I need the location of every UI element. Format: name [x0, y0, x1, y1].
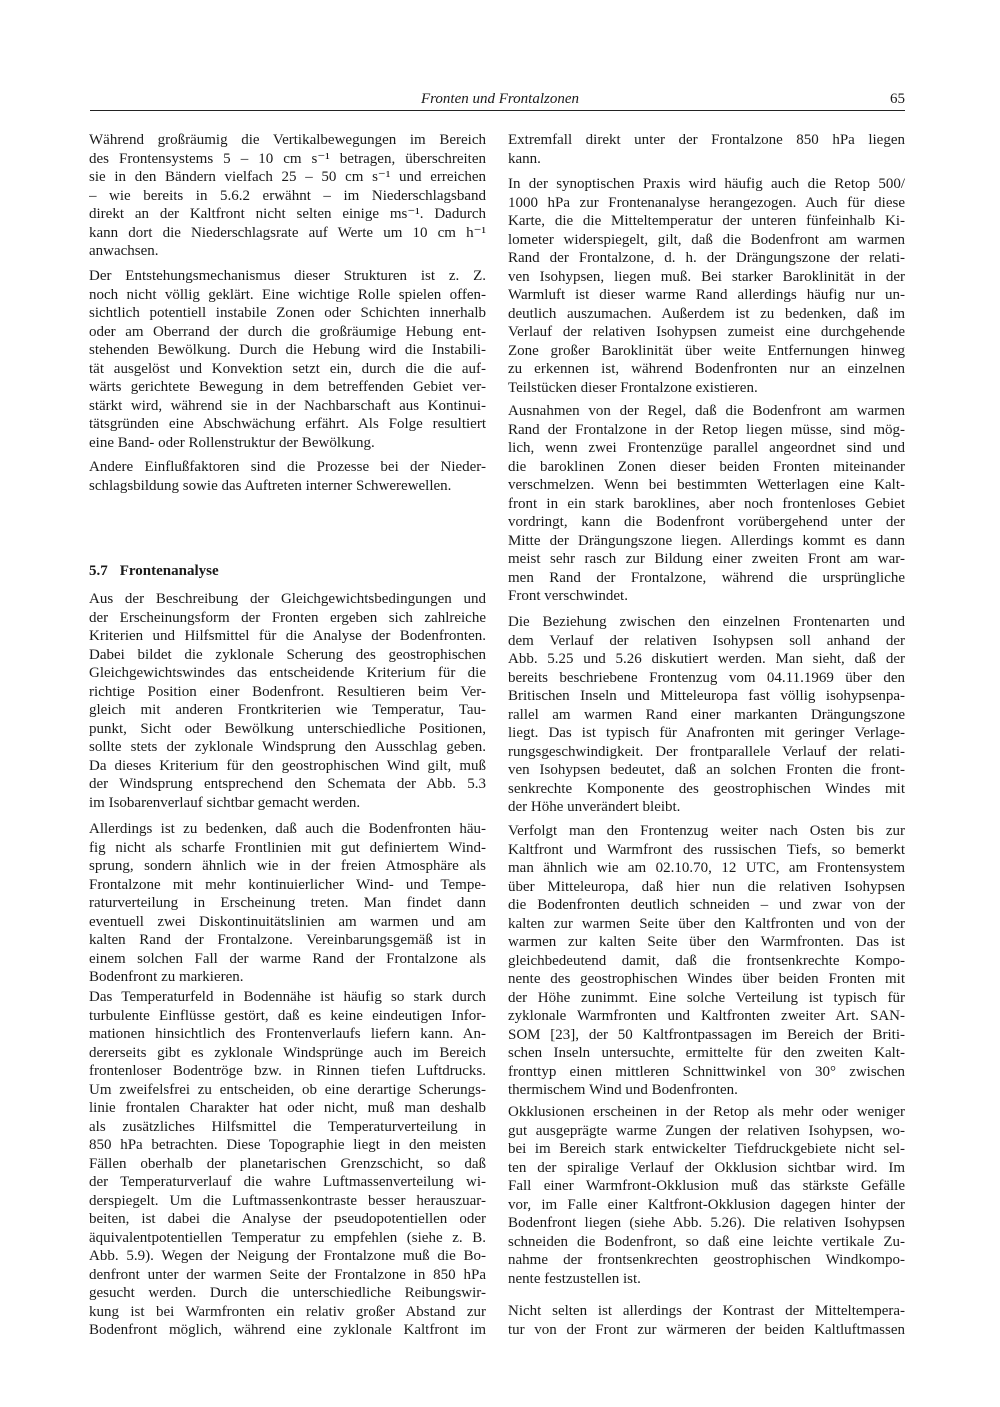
text-line: Fall einer Warmfront-Okklusion muß das stärkste Gefälle — [508, 1178, 905, 1194]
text-line: 1000 hPa zur Frontenanalyse herangezogen. Auch für diese — [508, 194, 905, 211]
text-line: beiten, ist dabei die Analyse der pseudopotentiellen oder — [89, 1211, 486, 1227]
paragraph — [89, 820, 486, 987]
text-line: Fällen oberhalb der planetarischen Grenzschicht, so daß — [89, 1155, 486, 1172]
text-line: Verfolgt man den Frontenzug weiter nach Osten bis zur — [508, 823, 905, 839]
text-line: zu erkennen ist, während Bodenfronten nur an einzelnen — [508, 361, 905, 377]
text-line: Britischen Inseln und Mitteleuropa fast völlig isohypsenpa- — [508, 688, 905, 704]
text-line: Bodenfront liegen (siehe Abb. 5.26). Die relativen Isohypsen — [508, 1215, 905, 1231]
text-line: man ähnlich wie am 02.10.70, 12 UTC, am Frontensystem — [508, 860, 905, 876]
text-line: kalten zur warmen Seite über den Kaltfronten und von der — [508, 915, 905, 932]
paragraph — [508, 402, 905, 606]
text-line: men Rand der Frontalzone, während die ursprüngliche — [508, 569, 905, 586]
paragraph — [89, 458, 486, 495]
text-line: derspiegelt. Um die Luftmassenkontraste besser herauszuar- — [89, 1192, 486, 1209]
paragraph — [89, 988, 486, 1340]
text-line: sprung, sondern ähnlich wie in der freien Atmosphäre als — [89, 858, 486, 874]
text-line: In der synoptischen Praxis wird häufig auch die Retop 500/ — [508, 176, 905, 192]
text-line: kann dort die Niederschlagsrate auf Werte um 10 cm h⁻¹ — [89, 224, 486, 241]
text-line: Okklusionen erscheinen in der Retop als mehr oder weniger — [508, 1104, 905, 1120]
text-line: die Bodenfronten deutlich schneiden – und zwar von der — [508, 897, 905, 913]
text-line: turbulente Einflüsse gestört, daß es keine eindeutigen Infor- — [89, 1007, 486, 1024]
text-line: Frontalzone mit mehr kontinuierlicher Wind- und Tempe- — [89, 876, 486, 893]
text-line: lich, wenn zwei Frontenzüge parallel angeordnet sind und — [508, 440, 905, 456]
text-line: nente festzustellen ist. — [508, 1270, 641, 1287]
text-line: der Windsprung entsprechend den Schemata der Abb. 5.3 — [89, 776, 486, 792]
text-line: meist sehr rasch zur Bildung einer zweiten Front am war- — [508, 551, 905, 567]
text-line: sie in den Bändern vielfach 25 – 50 cm s⁻¹ und erreichen — [89, 169, 486, 185]
text-line: frontenloser Bodentröge bzw. in Rinnen tiefen Luftdrucks. — [89, 1063, 486, 1079]
text-line: Allerdings ist zu bedenken, daß auch die Bodenfronten häu- — [89, 821, 486, 837]
paragraph — [508, 131, 905, 168]
text-line: Nicht selten ist allerdings der Kontrast der Mitteltempera- — [508, 1303, 905, 1319]
text-line: dererseits gibt es zyklonale Windsprünge auch im Bereich — [89, 1044, 486, 1061]
text-line: senkrechte Komponente des geostrophischen Windes mit — [508, 780, 905, 797]
text-line: wärts gerichtete Bewegung in dem betreffenden Gebiet ver- — [89, 379, 486, 395]
text-line: Dabei bildet die zyklonale Scherung des geostrophischen — [89, 646, 486, 663]
text-line: zyklonale Warmfronten und Kaltfronten zweiter Art. SAN- — [508, 1008, 905, 1024]
text-line: Rand der Frontalzone in der Retop liegen müsse, sind mög- — [508, 421, 905, 438]
text-line: ven Isohypsen bedeutet, daß an solchen Fronten die front- — [508, 762, 905, 778]
text-line: als zusätzliches Hilfsmittel die Temperaturverteilung in — [89, 1118, 486, 1135]
text-line: kalten Rand der Frontalzone. Vereinbarungsgemäß ist in — [89, 932, 486, 948]
text-line: der Höhe unverändert bleibt. — [508, 799, 681, 815]
paragraph — [508, 175, 905, 397]
text-line: Andere Einflußfaktoren sind die Prozesse bei der Nieder- — [89, 459, 486, 475]
text-line: Die Beziehung zwischen den einzelnen Frontenarten und — [508, 614, 905, 630]
text-line: noch nicht völlig geklärt. Eine wichtige Rolle spielen offen- — [89, 286, 486, 303]
text-line: über Mitteleuropa, daß hier nun die relativen Isohypsen — [508, 878, 905, 895]
text-line: im Isobarenverlauf sichtbar gemacht werden. — [89, 794, 361, 811]
text-line: verschmelzen. Wenn bei bestimmten Wetterlagen eine Kalt- — [508, 477, 905, 493]
paragraph — [508, 1103, 905, 1288]
text-line: nente des geostrophischen Windes über beiden Fronten mit — [508, 971, 905, 987]
section-number: 5.7 — [89, 563, 108, 579]
text-line: fig nicht als scharfe Frontlinien mit gut definiertem Wind- — [89, 839, 486, 856]
header-rule — [90, 110, 905, 111]
text-line: – wie bereits in 5.6.2 erwähnt – im Niederschlagsband — [89, 187, 486, 204]
text-line: kung ist bei Warmfronten ein relativ großer Abstand zur — [89, 1303, 486, 1320]
text-line: vor, im Falle einer Kaltfront-Okklusion dagegen hinter der — [508, 1196, 905, 1213]
paragraph — [89, 267, 486, 452]
text-line: Warmluft ist dieser warme Rand allerdings häufig nur un- — [508, 287, 905, 303]
text-line: SOM [23], der 50 Kaltfrontpassagen im Bereich der Briti- — [508, 1026, 905, 1043]
text-line: fronttyp einen mittleren Schnittwinkel von 30° zwischen — [508, 1063, 905, 1080]
text-line: schen Inseln untersuchte, ermittelte für den zweiten Kalt- — [508, 1045, 905, 1061]
text-line: schneiden die Bodenfront, so daß eine leichte vertikale Zu- — [508, 1233, 905, 1250]
text-line: liegt. Das ist typisch für Anafronten mit geringer Verlage- — [508, 725, 905, 741]
section-title: Frontenanalyse — [119, 563, 219, 579]
text-line: Extremfall direkt unter der Frontalzone 850 hPa liegen — [508, 132, 905, 148]
text-line: tätsgründen eine Abschwächung erfährt. Als Folge resultiert — [89, 416, 486, 432]
text-line: stärkt wird, während sie in der Nachbarschaft aus Kontinui- — [89, 397, 486, 414]
text-line: Gleichgewichtswindes das entscheidende Kriterium für die — [89, 665, 486, 681]
text-line: Abb. 5.9). Wegen der Neigung der Frontalzone muß die Bo- — [89, 1248, 486, 1264]
paragraph — [89, 590, 486, 812]
text-line: Zone großer Baroklinität über weite Entfernungen hinweg — [508, 342, 905, 359]
text-line: Rand der Frontalzone, d. h. der Drängungszone der relati- — [508, 250, 905, 266]
text-line: richtige Position einer Bodenfront. Resultieren beim Ver- — [89, 683, 486, 700]
paragraph — [89, 131, 486, 261]
text-line: ten der spiralige Verlauf der Okklusion sichtbar wird. Im — [508, 1159, 905, 1176]
text-line: warmen zur kalten Seite über den Warmfronten. Das ist — [508, 934, 905, 950]
text-line: Aus der Beschreibung der Gleichgewichtsbedingungen und — [89, 591, 486, 607]
text-line: Um zweifelsfrei zu entscheiden, ob eine derartige Scherungs- — [89, 1081, 486, 1098]
text-line: Teilstücken dieser Frontalzone existieren. — [508, 379, 758, 396]
text-line: Ausnahmen von der Regel, daß die Bodenfront am warmen — [508, 403, 905, 419]
text-line: bereits beschriebene Frontenzug vom 04.11.1969 über den — [508, 669, 905, 686]
text-line: sollte stets der zyklonale Windsprung den Ausschlag geben. — [89, 739, 486, 755]
text-line: punkt, Sicht oder Bewölkung unterschiedliche Positionen, — [89, 720, 486, 737]
text-line: dem Verlauf der relativen Isohypsen soll anhand der — [508, 632, 905, 649]
text-line: Front verschwindet. — [508, 588, 628, 604]
page-number: 65 — [890, 91, 905, 107]
text-line: Kriterien und Hilfsmittel für die Analyse der Bodenfronten. — [89, 628, 486, 644]
text-line: raturverteilung in Erscheinung treten. Man findet dann — [89, 895, 486, 911]
text-line: der Temperaturverlauf die wahre Luftmassenverteilung wi- — [89, 1174, 486, 1190]
text-line: eine Band- oder Rollenstruktur der Bewölkung. — [89, 434, 375, 451]
text-line: direkt an der Kaltfront nicht selten einige ms⁻¹. Dadurch — [89, 206, 486, 222]
text-line: Karte, die die Mitteltemperatur der unteren fünfeinhalb Ki- — [508, 213, 905, 229]
text-line: Abb. 5.25 und 5.26 diskutiert werden. Man sieht, daß der — [508, 651, 905, 667]
text-line: gleich mit anderen Frontkriterien wie Temperatur, Tau- — [89, 702, 486, 718]
paragraph — [508, 822, 905, 1100]
text-line: Bodenfront möglich, während eine zyklonale Kaltfront im — [89, 1322, 486, 1338]
text-line: tur von der Front zur wärmeren der beiden Kaltluftmassen — [508, 1321, 905, 1338]
text-line: Kaltfront und Warmfront des russischen Tiefs, so bemerkt — [508, 841, 905, 858]
text-line: nahme der frontsenkrechten geostrophischen Windkompo- — [508, 1252, 905, 1268]
text-line: Mitte der Drängungszone liegen. Allerdings kommt es dann — [508, 532, 905, 549]
text-line: rallel am warmen Rand einer markanten Drängungszone — [508, 706, 905, 723]
text-line: die baroklinen Zonen dieser beiden Fronten miteinander — [508, 458, 905, 475]
text-line: denfront unter der warmen Seite der Frontalzone in 850 hPa — [89, 1266, 486, 1283]
text-line: oder am Oberrand der durch die großräumige Hebung ent- — [89, 323, 486, 340]
text-line: stehenden Bewölkung. Durch die Hebung wird die Instabili- — [89, 342, 486, 358]
text-line: Der Entstehungsmechanismus dieser Strukturen ist z. Z. — [89, 268, 486, 284]
paragraph — [508, 613, 905, 817]
text-line: Bodenfront zu markieren. — [89, 969, 244, 985]
text-line: sichtlich potentiell instabile Zonen oder Schichten innerhalb — [89, 305, 486, 321]
text-line: Das Temperaturfeld in Bodennähe ist häufig so stark durch — [89, 989, 486, 1005]
text-line: thermischem Wind und Bodenfronten. — [508, 1082, 738, 1098]
text-line: rungsgeschwindigkeit. Der frontparallele Verlauf der relati- — [508, 743, 905, 760]
text-line: mationen hinsichtlich des Frontenverlaufs liefern kann. An- — [89, 1026, 486, 1042]
section-heading — [89, 562, 219, 581]
paragraph — [508, 1302, 905, 1339]
text-line: gut ausgeprägte warme Zungen der relativen Isohypsen, wo- — [508, 1122, 905, 1139]
text-line: 850 hPa betrachten. Diese Topographie liegt in den meisten — [89, 1137, 486, 1153]
text-line: linie frontalen Charakter hat oder nicht, muß man deshalb — [89, 1100, 486, 1116]
text-line: anwachsen. — [89, 243, 159, 259]
text-line: lometer widerspiegelt, gilt, daß die Bodenfront am warmen — [508, 231, 905, 248]
text-line: des Frontensystems 5 – 10 cm s⁻¹ betragen, überschreiten — [89, 150, 486, 167]
text-line: tät ausgelöst und Konvektion setzt ein, durch die die auf- — [89, 360, 486, 377]
text-line: eventuell zwei Diskontinuitätslinien am warmen und am — [89, 913, 486, 930]
text-line: Verlauf der relativen Isohypsen zumeist eine durchgehende — [508, 324, 905, 340]
text-line: bei im Bereich stark entwickelter Tiefdruckgebiete nicht sel- — [508, 1141, 905, 1157]
text-line: kann. — [508, 150, 541, 167]
text-line: schlagsbildung sowie das Auftreten interner Schwerewellen. — [89, 477, 452, 494]
text-line: der Erscheinungsform der Fronten ergeben sich zahlreiche — [89, 609, 486, 626]
text-line: der Höhe zunimmt. Eine solche Verteilung ist typisch für — [508, 989, 905, 1006]
text-line: Da dieses Kriterium für den geostrophischen Wind gilt, muß — [89, 757, 486, 774]
text-line: ven Isohypsen, liegen muß. Bei starker Baroklinität in der — [508, 268, 905, 285]
text-line: einem solchen Fall der warme Rand der Frontalzone als — [89, 950, 486, 967]
text-line: deutlich auszumachen. Außerdem ist zu bedenken, daß im — [508, 305, 905, 322]
text-line: front in ein stark baroklines, aber noch frontenloses Gebiet — [508, 495, 905, 512]
text-line: Während großräumig die Vertikalbewegungen im Bereich — [89, 132, 486, 148]
running-header-title: Fronten und Frontalzonen — [420, 91, 580, 107]
text-line: vordringt, kann die Bodenfront vorübergehend unter der — [508, 514, 905, 530]
text-line: äquivalentpotentiellen Temperatur zu empfehlen (siehe z. B. — [89, 1229, 486, 1246]
text-line: gesucht werden. Durch die unterschiedliche Reibungswir- — [89, 1285, 486, 1301]
text-line: gleichbedeutend damit, daß die frontsenkrechte Kompo- — [508, 952, 905, 969]
